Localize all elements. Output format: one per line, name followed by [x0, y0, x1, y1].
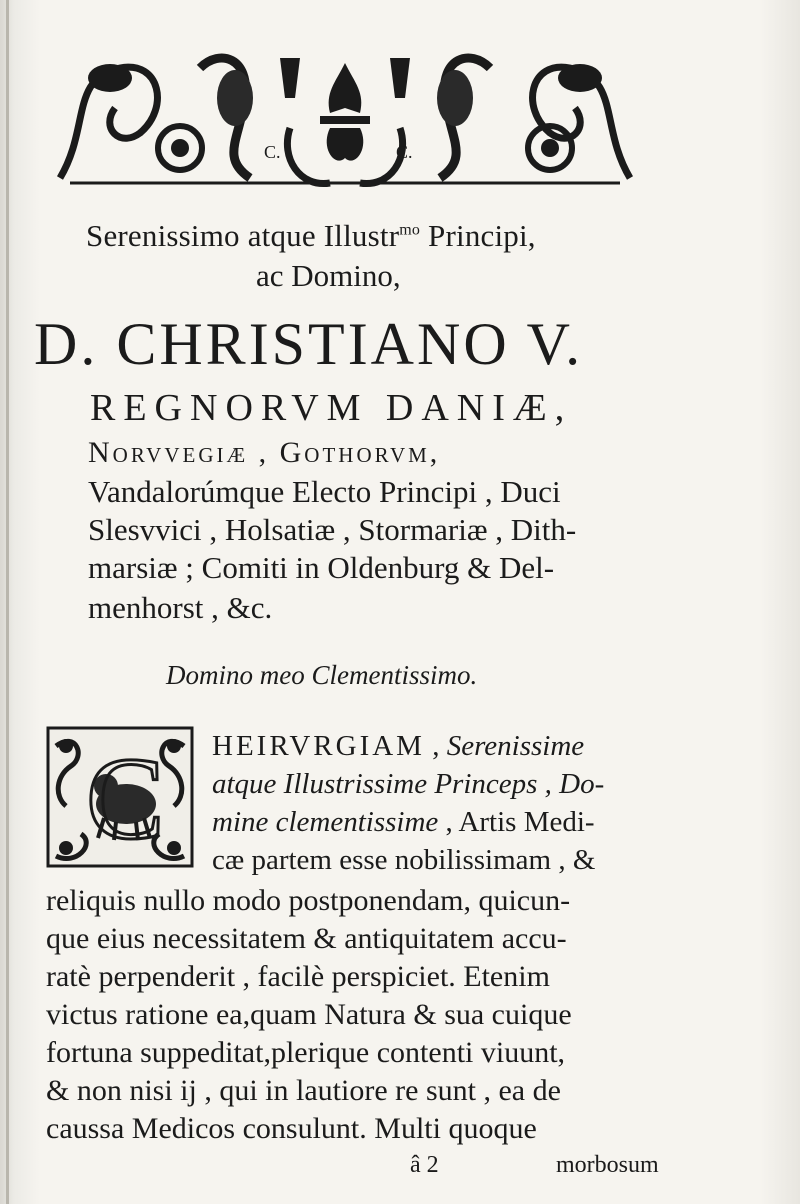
ornamental-headpiece — [50, 38, 640, 188]
text-line-10: & non nisi ij , qui in lautiore re sunt , ea de — [46, 1074, 561, 1107]
realms-line-3: Vandalorúmque Electo Principi , Duci — [88, 474, 561, 509]
realms-line-6: menhorst , &c. — [88, 590, 273, 625]
svg-text:C.: C. — [396, 142, 413, 162]
text-line-2: atque Illustrissime Princeps , Do- — [212, 768, 605, 800]
drop-capital-illustration — [46, 726, 194, 868]
text-line-9: fortuna suppeditat,plerique contenti viuunt, — [46, 1036, 566, 1069]
dedication-line-1: Serenissimo atque Illustr$^{mo}$ Principi, — [86, 218, 536, 253]
page-title: D. CHRISTIANO V. — [34, 311, 584, 377]
domino-line: Domino meo Clementissimo. — [166, 660, 478, 690]
realms-line-5: marsiæ ; Comiti in Oldenburg & Del- — [88, 550, 555, 585]
text-line-7: ratè perpenderit , facilè perspiciet. Etenim — [46, 960, 550, 993]
catchword: morbosum — [556, 1152, 659, 1178]
text-line-11: caussa Medicos consulunt. Multi quoque — [46, 1112, 537, 1145]
text-line-8: victus ratione ea,quam Natura & sua cuique — [46, 998, 572, 1031]
page-gutter — [6, 0, 9, 1204]
text-line-3: mine clementissime , Artis Medi- — [212, 806, 595, 838]
text-line-4: cæ partem esse nobilissimam , & — [212, 844, 596, 876]
realms-line-4: Slesvvici , Holsatiæ , Stormariæ , Dith- — [88, 512, 577, 547]
svg-text:C: C — [86, 733, 165, 864]
realms-line-1: REGNORVM DANIÆ, — [90, 387, 573, 429]
text-line-5: reliquis nullo modo postponendam, quicun- — [46, 884, 571, 917]
realms-line-2: Norvvegiæ , Gothorvm, — [88, 436, 441, 469]
signature-mark: â 2 — [410, 1152, 439, 1178]
text-line-6: que eius necessitatem & antiquitatem accu- — [46, 922, 567, 955]
svg-text:C.: C. — [264, 142, 281, 162]
text-line-1: HEIRVRGIAM , Serenissime — [212, 730, 585, 762]
dedication-line-2: ac Domino, — [256, 258, 401, 293]
